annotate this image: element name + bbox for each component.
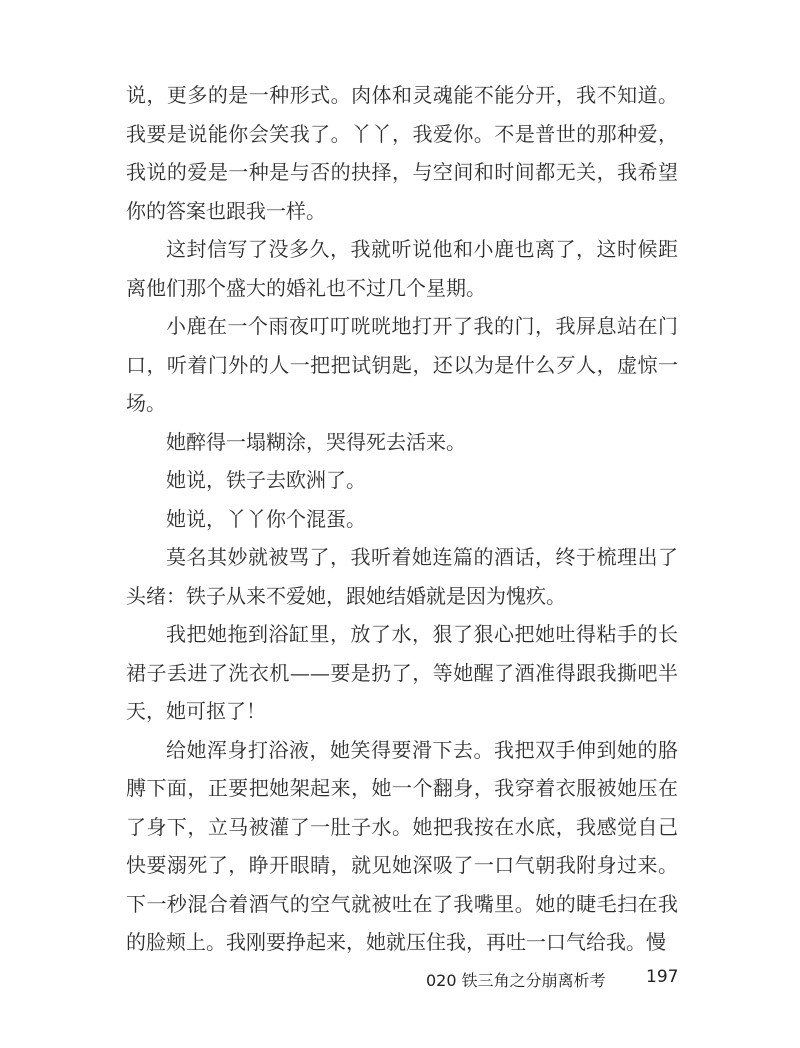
paragraph-7: 莫名其妙就被骂了，我听着她连篇的酒话，终于梳理出了头绪：铁子从来不爱她，跟她结婚就是因为愧疚。 [126, 545, 678, 608]
paragraph-1: 说，更多的是一种形式。肉体和灵魂能不能分开，我不知道。我要是说能你会笑我了。丫丫，我爱你。不是普世的那种爱，我说的爱是一种是与否的抉择，与空间和时间都无关，我希望你的答案也跟我一样。 [126, 83, 678, 223]
paragraph-6: 她说，丫丫你个混蛋。 [166, 506, 366, 531]
chapter-title: 020 铁三角之分崩离析考 [426, 971, 606, 990]
body-text [126, 76, 678, 962]
page-number: 197 [646, 967, 679, 987]
paragraph-8: 我把她拖到浴缸里，放了水，狠了狠心把她吐得粘手的长裙子丢进了洗衣机——要是扔了，等她醒了酒准得跟我撕吧半天，她可抠了！ [126, 622, 678, 723]
paragraph-5: 她说，铁子去欧洲了。 [166, 468, 366, 492]
paragraph-9: 给她浑身打浴液，她笑得要滑下去。我把双手伸到她的胳膊下面，正要把她架起来，她一个翻身，我穿着衣服被她压在了身下，立马被灌了一肚子水。她把我按在水底，我感觉自己快要溺死了，睁开眼睛，就见她深吸了一口气朝我附身过来。下一秒混合着酒气的空气就被吐在了我嘴里。她的睫毛扫在我的脸颊上。我刚要挣起来，她就压住我，再吐一口气给我。慢 [126, 737, 678, 954]
page-footer [380, 962, 680, 990]
paragraph-4: 她醉得一塌糊涂，哭得死去活来。 [166, 429, 466, 454]
paragraph-3: 小鹿在一个雨夜叮叮咣咣地打开了我的门，我屏息站在门口，听着门外的人一把把试钥匙，还以为是什么歹人，虚惊一场。 [126, 314, 678, 415]
paragraph-2: 这封信写了没多久，我就听说他和小鹿也离了，这时候距离他们那个盛大的婚礼也不过几个星期。 [126, 237, 678, 300]
